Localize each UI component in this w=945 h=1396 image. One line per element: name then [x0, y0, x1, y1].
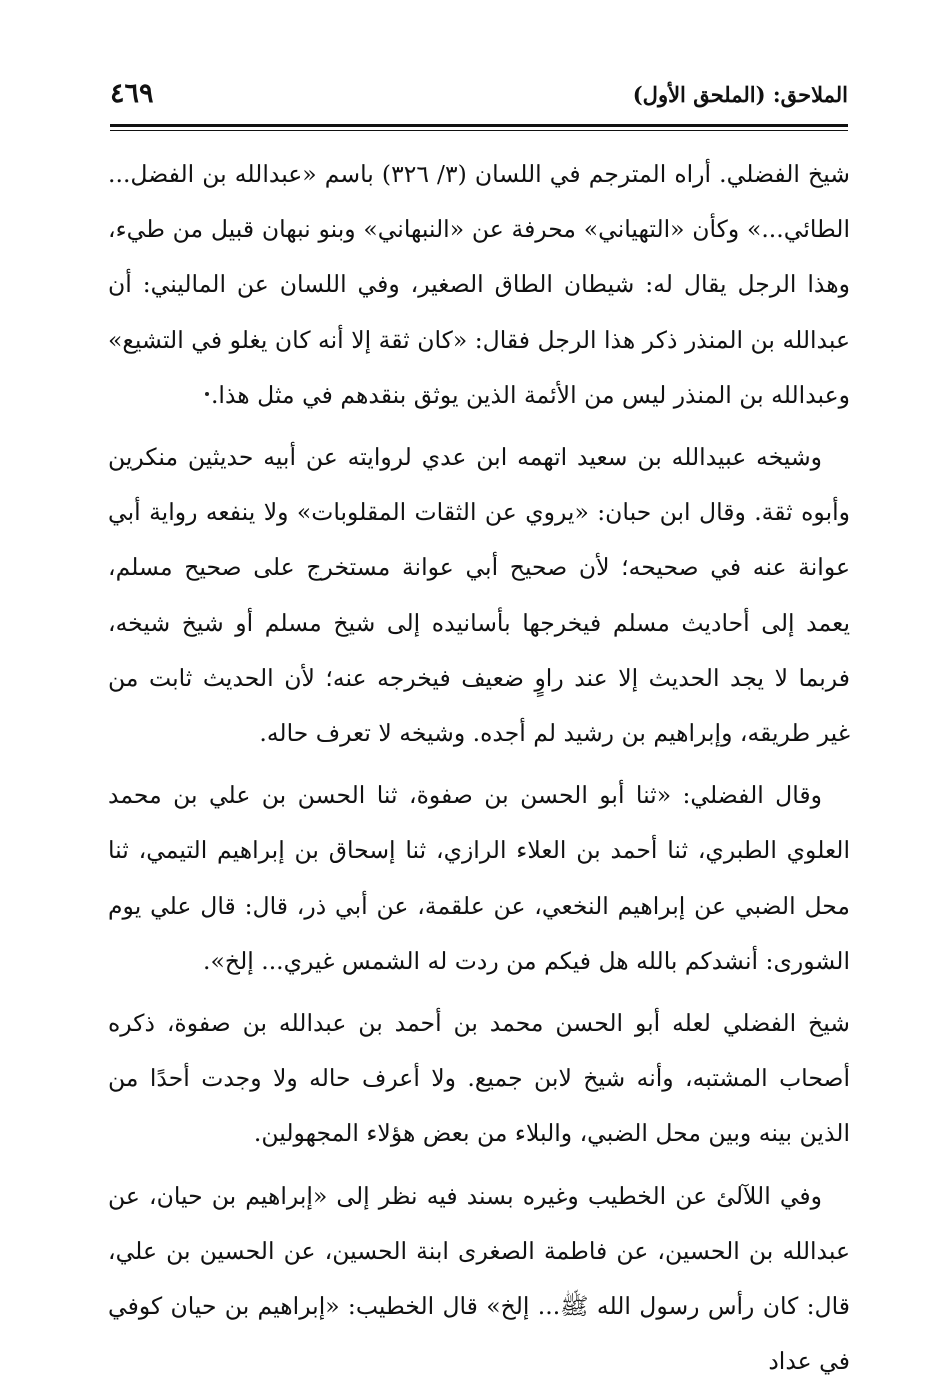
paragraph: وفي اللآلئ عن الخطيب وغيره بسند فيه نظر إلى «إبراهيم بن حيان، عن عبدالله بن الحسين، عن فاطمة الصغرى ابنة الحسين، عن الحسين بن علي، قال: كان رأس رسول الله ﷺ... إلخ» قال الخطيب: «إبراهيم بن حيان كوفي في عداد	[108, 1181, 850, 1376]
paragraph: وقال الفضلي: «ثنا أبو الحسن بن صفوة، ثنا الحسن بن علي بن محمد العلوي الطبري، ثنا أحمد بن العلاء الرازي، ثنا إسحاق بن إبراهيم التيمي، ثنا محل الضبي عن إبراهيم النخعي، عن علقمة، عن أبي ذر، قال: قال علي يوم الشورى: أنشدكم بالله هل فيكم من ردت له الشمس غيري... إلخ».	[108, 781, 850, 975]
body-text	[108, 147, 850, 1396]
page-header	[110, 78, 848, 118]
paragraph: شيخ الفضلي. أراه المترجم في اللسان (٣/ ٣٢٦) باسم «عبدالله بن الفضل... الطائي...» وكأن «التهياني» محرفة عن «النبهاني» وبنو نبهان قبيل من طيء، وهذا الرجل يقال له: شيطان الطاق الصغير، وفي اللسان عن الماليني: أن عبدالله بن المنذر ذكر هذا الرجل فقال: «كان ثقة إلا أنه كان يغلو في التشيع» وعبدالله بن المنذر ليس من الأئمة الذين يوثق بنقدهم في مثل هذا.	[108, 160, 850, 409]
running-header-title: الملاحق: (الملحق الأول)	[632, 82, 848, 107]
header-rule-thick	[110, 124, 848, 127]
page-number: ٤٦٩	[110, 78, 154, 109]
paragraph: وشيخه عبيدالله بن سعيد اتهمه ابن عدي لروايته عن أبيه حديثين منكرين وأبوه ثقة. وقال ابن حبان: «يروي عن الثقات المقلوبات» ولا ينفعه رواية أبي عوانة عنه في صحيحه؛ لأن صحيح أبي عوانة مستخرج على صحيح مسلم، يعمد إلى أحاديث مسلم فيخرجها بأسانيده إلى شيخ مسلم أو شيخ شيخه، فربما لا يجد الحديث إلا عند راوٍ ضعيف فيخرجه عنه؛ لأن الحديث ثابت من غير طريقه، وإبراهيم بن رشيد لم أجده. وشيخه لا تعرف حاله.	[108, 443, 850, 748]
header-rule-thin	[110, 130, 848, 131]
paragraph: شيخ الفضلي لعله أبو الحسن محمد بن أحمد بن عبدالله بن صفوة، ذكره أصحاب المشتبه، وأنه شيخ لابن جميع. ولا أعرف حاله ولا وجدت أحدًا من الذين بينه وبين محل الضبي، والبلاء من بعض هؤلاء المجهولين.	[108, 1009, 850, 1148]
